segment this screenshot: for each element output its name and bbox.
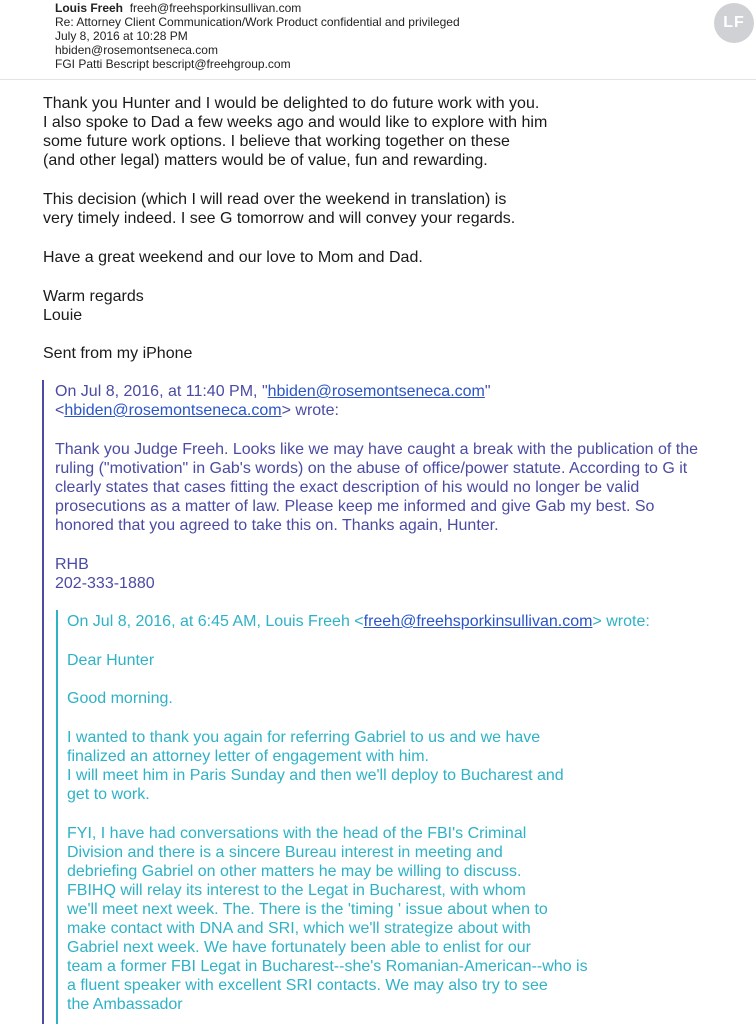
closing: Warm regards bbox=[43, 288, 144, 305]
quote-bar-level-2 bbox=[56, 610, 58, 1024]
quote1-sig-phone: 202-333-1880 bbox=[55, 575, 155, 592]
attribution-text: On Jul 8, 2016, at 6:45 AM, Louis Freeh < bbox=[67, 613, 364, 630]
email-link[interactable]: hbiden@rosemontseneca.com bbox=[64, 402, 282, 419]
header-divider bbox=[0, 79, 756, 80]
quote2-line: debriefing Gabriel on other matters he may be willing to discuss. bbox=[67, 863, 522, 880]
quote1-sig-name: RHB bbox=[55, 556, 89, 573]
from-name: Louis Freeh bbox=[55, 1, 124, 15]
quote2-line: finalized an attorney letter of engagement with him. bbox=[67, 748, 429, 765]
sent-from: Sent from my iPhone bbox=[43, 345, 193, 362]
body-line: Have a great weekend and our love to Mom and Dad. bbox=[43, 249, 423, 266]
quote2-line: a fluent speaker with excellent SRI contacts. We may also try to see bbox=[67, 977, 548, 994]
quote2-line: we'll meet next week. The. There is the 'timing ' issue about when to bbox=[67, 901, 548, 918]
body-line: some future work options. I believe that working together on these bbox=[43, 133, 510, 150]
cc-value[interactable]: FGI Patti Bescript bescript@freehgroup.com bbox=[55, 57, 291, 71]
quote2-attribution bbox=[67, 612, 650, 631]
to-value[interactable]: hbiden@rosemontseneca.com bbox=[55, 43, 218, 57]
quote-bar-level-1 bbox=[42, 380, 44, 1024]
quote1-attribution-2 bbox=[55, 401, 339, 420]
body-line: (and other legal) matters would be of value, fun and rewarding. bbox=[43, 152, 488, 169]
quote1-line: Thank you Judge Freeh. Looks like we may have caught a break with the publication of the bbox=[55, 441, 699, 458]
quote1-line: clearly states that cases fitting the exact description of his would no longer be valid bbox=[55, 479, 640, 496]
attribution-text: On Jul 8, 2016, at 11:40 PM, " bbox=[55, 383, 268, 400]
quote2-line: make contact with DNA and SRI, which we'll strategize about with bbox=[67, 920, 531, 937]
quote2-line: the Ambassador bbox=[67, 996, 183, 1013]
quote2-line: FBIHQ will relay its interest to the Legat in Bucharest, with whom bbox=[67, 882, 526, 899]
email-link[interactable]: freeh@freehsporkinsullivan.com bbox=[363, 613, 593, 630]
body-line: very timely indeed. I see G tomorrow and will convey your regards. bbox=[43, 210, 516, 227]
attribution-text: < bbox=[55, 402, 65, 419]
quote2-greeting: Dear Hunter bbox=[67, 652, 155, 669]
email-header bbox=[0, 0, 756, 80]
quote2-line: FYI, I have had conversations with the head of the FBI's Criminal bbox=[67, 825, 527, 842]
quote2-line: I wanted to thank you again for referring Gabriel to us and we have bbox=[67, 729, 541, 746]
sender-avatar: LF bbox=[714, 3, 754, 43]
from-email[interactable]: freeh@freehsporkinsullivan.com bbox=[129, 1, 302, 15]
body-line: Thank you Hunter and I would be delighted to do future work with you. bbox=[43, 95, 540, 112]
quote2-morning: Good morning. bbox=[67, 690, 173, 707]
subject-value: Re: Attorney Client Communication/Work Product confidential and privileged bbox=[55, 15, 460, 29]
quote1-line: honored that you agreed to take this on. Thanks again, Hunter. bbox=[55, 517, 499, 534]
quote1-line: ruling ("motivation" in Gab's words) on the abuse of office/power statute. According to G it bbox=[55, 460, 688, 477]
quote2-line: Division and there is a sincere Bureau interest in meeting and bbox=[67, 844, 503, 861]
quote2-line: team a former FBI Legat in Bucharest--she's Romanian-American--who is bbox=[67, 958, 588, 975]
quote2-line: Gabriel next week. We have fortunately been able to enlist for our bbox=[67, 939, 531, 956]
quote1-attribution bbox=[55, 382, 491, 401]
attribution-text: " bbox=[484, 383, 491, 400]
attribution-text: > wrote: bbox=[592, 613, 650, 630]
quote2-line: get to work. bbox=[67, 786, 150, 803]
from-value bbox=[55, 1, 301, 16]
body-line: This decision (which I will read over the weekend in translation) is bbox=[43, 191, 507, 208]
attribution-text: > wrote: bbox=[281, 402, 339, 419]
quote1-line: prosecutions as a matter of law. Please keep me informed and give Gab my best. So bbox=[55, 498, 655, 515]
quote2-line: I will meet him in Paris Sunday and then we'll deploy to Bucharest and bbox=[67, 767, 564, 784]
date-value: July 8, 2016 at 10:28 PM bbox=[55, 29, 188, 43]
body-line: I also spoke to Dad a few weeks ago and would like to explore with him bbox=[43, 114, 548, 131]
signature: Louie bbox=[43, 307, 83, 324]
email-link[interactable]: hbiden@rosemontseneca.com bbox=[267, 383, 485, 400]
